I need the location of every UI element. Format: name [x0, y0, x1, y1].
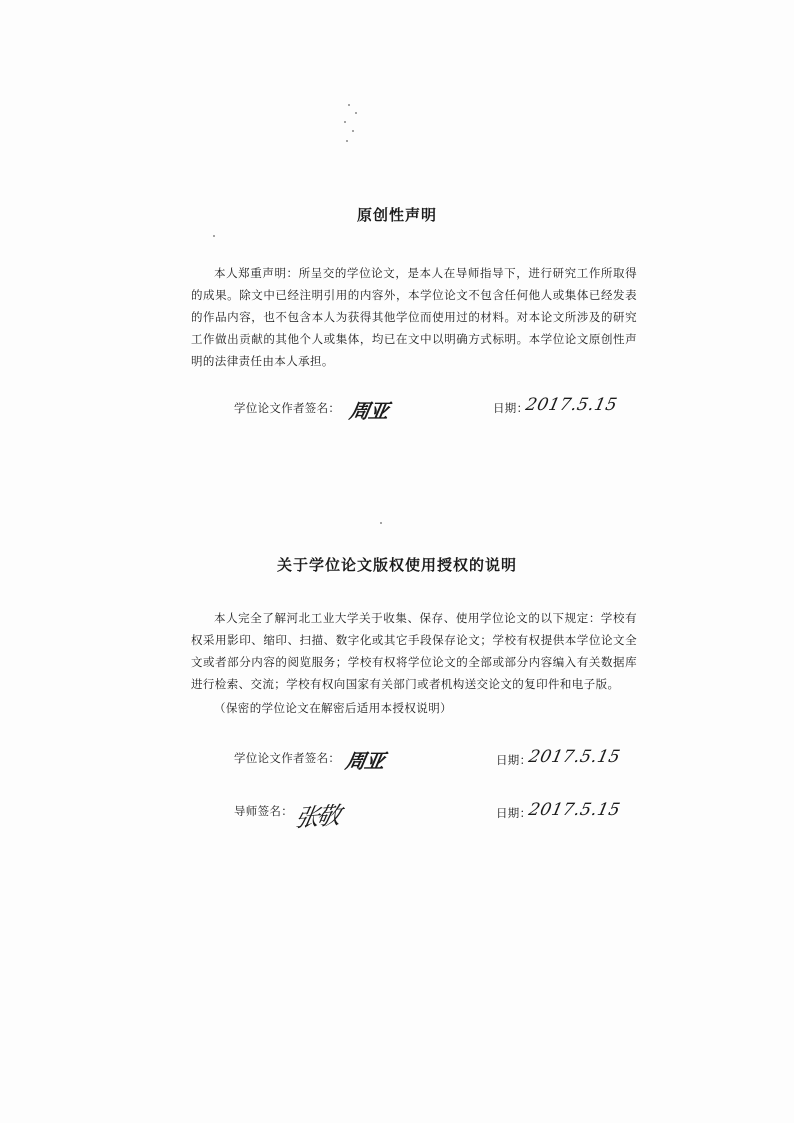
scan-speck: [213, 235, 215, 237]
authorization-note: （保密的学位论文在解密后适用本授权说明）: [214, 701, 452, 715]
scan-speck: [348, 104, 350, 106]
declaration-author-label: 学位论文作者签名：: [234, 401, 341, 415]
advisor-date-value: 2017.5.15: [526, 800, 623, 820]
advisor-date-label: 日期：: [496, 806, 532, 820]
declaration-author-signature: 周亚: [347, 399, 390, 423]
authorization-body: 本人完全了解河北工业大学关于收集、保存、使用学位论文的以下规定：学校有权采用影印、缩印、扫描、数字化或其它手段保存论文；学校有权提供本学位论文全文或者部分内容的阅览服务；学校有权将学位论文的全部或部分内容编入有关数据库进行检索、交流；学校有权向国家有关部门或者机构送交论文的复印件和电子版。: [191, 611, 637, 691]
declaration-title: 原创性声明: [356, 206, 437, 224]
scan-speck: [352, 130, 354, 132]
declaration-date-label: 日期：: [493, 401, 529, 415]
scan-speck: [344, 121, 346, 123]
authorization-author-signature: 周亚: [343, 749, 386, 773]
authorization-author-date-label: 日期：: [496, 753, 532, 767]
declaration-body: 本人郑重声明：所呈交的学位论文，是本人在导师指导下，进行研究工作所取得的成果。除文中已经注明引用的内容外，本学位论文不包含任何他人或集体已经发表的作品内容，也不包含本人为获得其他学位而使用过的材料。对本论文所涉及的研究工作做出贡献的其他个人或集体，均已在文中以明确方式标明。本学位论文原创性声明的法律责任由本人承担。: [191, 266, 637, 368]
declaration-date-value: 2017.5.15: [523, 395, 620, 415]
advisor-signature: 张敬: [292, 801, 341, 833]
advisor-label: 导师签名：: [234, 804, 293, 818]
authorization-author-date-value: 2017.5.15: [526, 747, 623, 767]
scan-speck: [355, 112, 357, 114]
authorization-author-label: 学位论文作者签名：: [234, 751, 341, 765]
scan-speck: [346, 140, 348, 142]
authorization-title: 关于学位论文版权使用授权的说明: [276, 556, 517, 574]
scan-speck: [380, 522, 382, 524]
